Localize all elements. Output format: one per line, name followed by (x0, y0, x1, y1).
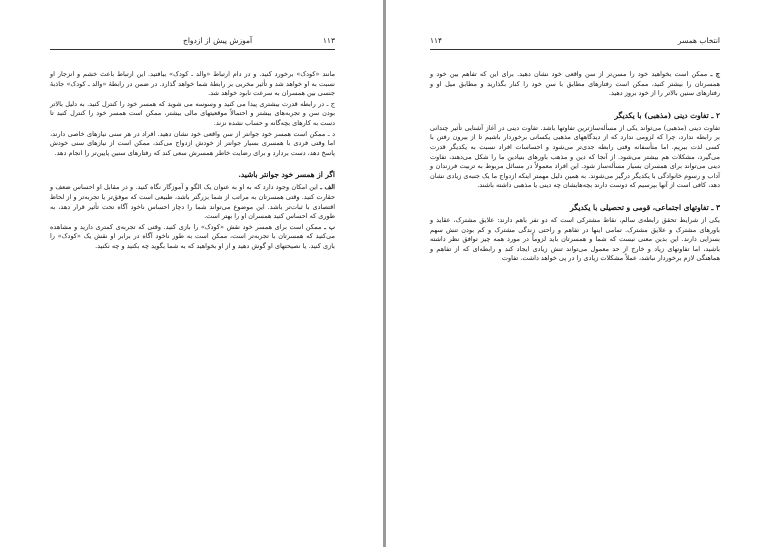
paragraph: مانند «کودک» برخورد کنید. و در دام ارتباط «والد ـ کودک» بیافتید. این ارتباط باعث خشم و انزجار او نسبت به او خواهد شد و تأثیر مخربی بر رابطهٔ شما خواهد گذارد. در ضمن در رابطهٔ «والد ـ کودک» جاذبهٔ جنسی بین همسران به سرعت نابود خواهد شد. (50, 70, 335, 98)
page-header (183, 36, 335, 48)
header-rule (430, 49, 720, 50)
page-number: ۱۱۳ (322, 36, 335, 45)
paragraph: ج ـ در رابطه قدرت بیشتری پیدا می کنید و وسوسه می شوید که همسر خود را کنترل کنید. به دلیل بالاتر بودن سن و تجربه‌های بیشتر و احتمالاً موقعیتهای مالی بیشتر، ممکن است همسر خود را کنترل کنید تا دست به کارهای بچه‌گانه و حساب نشده نزند. (50, 99, 335, 127)
paragraph: یکی از شرایط تحقق رابطه‌ی سالم، نقاط مشترکی است که دو نفر باهم دارند: علایق مشترک، عقاید و باورهای مشترک و علایق مشترک. تمامی اینها در تفاهم و راحتی زندگی مشترک و کم بودن تنش سهم بسزایی دارند. این بدین معنی نیست که شما و همسرتان باید لزوماً در مورد همه چیز توافق نظر داشته باشید، اما تفاوتهای زیاد و خارج از حد معمول می‌تواند تنش زیادی ایجاد کند و رابطه‌ای که از تفاهم و هماهنگی لازم برخوردار نباشد، عملاً مشکلات زیادی را در پی خواهد داشت. تفاوت (430, 215, 720, 263)
paragraph: د ـ ممکن است همسر خود جوانتر از سن واقعی خود نشان دهید. افراد در هر سنی نیازهای خاصی دارند، اما وقتی فردی با همسری بسیار جوانتر از خودش ازدواج می‌کند، ممکن است از نیازهای سنی خودش پاسخ دهد، دست بردارد و برای رضایت خاطر همسرش سعی کند که رفتارهای سنین پایین‌تر را انجام دهد. (50, 129, 335, 157)
paragraph (50, 183, 335, 221)
header-rule (50, 49, 335, 50)
right-page (386, 0, 768, 547)
body-text (430, 70, 720, 264)
left-page (0, 0, 383, 547)
page-number: ۱۱۴ (430, 36, 443, 45)
item-label: الف ـ (320, 183, 335, 192)
paragraph (430, 70, 720, 99)
section-heading: اگر از همسر خود جوانتر باشید. (238, 170, 335, 180)
paragraph (50, 223, 335, 252)
item-label: ج ـ (710, 70, 721, 78)
item-text: ممکن است برای همسر خود نقش «کودک» را بازی کنید. وقتی که تجربه‌ی کمتری دارید و مشاهده می‌کنید که همسرتان با تجربه‌تر است، ممکن است به طور ناخود آگاه در برابر او نقش یک «کودک» را بازی کنید. یا نصیحتهای او گوش دهید و از او بخواهید که به شما بگوید چه بکنید و چه نکنید. (50, 222, 335, 250)
paragraph: تفاوت دینی (مذهبی) می‌تواند یکی از مسأله‌سازترین تفاوتها باشد. تفاوت دینی در آغاز آشنایی تأثیر چندانی بر رابطه ندارد، چرا که لزومی ندارد که از دیدگاههای مذهبی یکسانی برخوردار باشیم تا از بیرون رفتن با کسی لذت ببریم. اما متأسفانه وقتی رابطه جدی‌تر می‌شود و احساسات افراد نسبت به یکدیگر قدرت می‌گیرد، مشکلات هم بیشتر می‌شود. از آنجا که دین و مذهب باورهای بنیادین ما را شکل می‌دهند، تفاوت دینی می‌تواند برای همسران بسیار مسأله‌ساز شود. این افراد معمولاً در مسائل مربوط به تربیت فرزندان و آداب و رسوم خانوادگی با یکدیگر درگیر می‌شوند. به همین دلیل مهمتر اینکه ازدواج ما یک جنبه‌ی زیادی نشان دهد، کافی است از آنها بپرسیم که دوست دارند بچه‌هایشان چه دینی یا مذهبی داشته باشند. (430, 123, 720, 190)
running-title: آموزش پیش از ازدواج (183, 36, 253, 45)
item-text: ممکن است بخواهید خود را مسن‌تر از سن واقعی خود نشان دهید. برای این که تفاهم بین خود و همسرتان را بیشتر کنید، ممکن است رفتارهای مطابق با سن خود را کنار بگذارید و مطابق میل او و رفتارهای سنین بالاتر را از خود بروز دهید. (430, 70, 720, 98)
item-text: این امکان وجود دارد که به او به عنوان یک الگو و آموزگار نگاه کنید. و در مقابل او احساس ضعف و حقارت کنید. وقتی همسرتان به مراتب از شما بزرگتر باشد، طبیعی است که موفق‌تر یا تجربه‌تر و از لحاظ اقتصادی با ثبات‌تر باشد. این موضوع می‌تواند شما را دچار احساس ناخود آگاه تحت تأثیر قرار دهد، به طوری که احساس کنید همسران او را بهتر است. (50, 183, 335, 221)
running-title: انتخاب همسر (677, 36, 720, 45)
page-header (430, 36, 720, 48)
section-heading: ۲ ـ تفاوت دینی (مذهبی) با یکدیگر (614, 110, 720, 120)
section-heading: ۳ ـ تفاوتهای اجتماعی، قومی و تحصیلی با یکدیگر (570, 202, 720, 212)
body-text (50, 70, 335, 252)
item-label: ب ـ (324, 222, 335, 231)
